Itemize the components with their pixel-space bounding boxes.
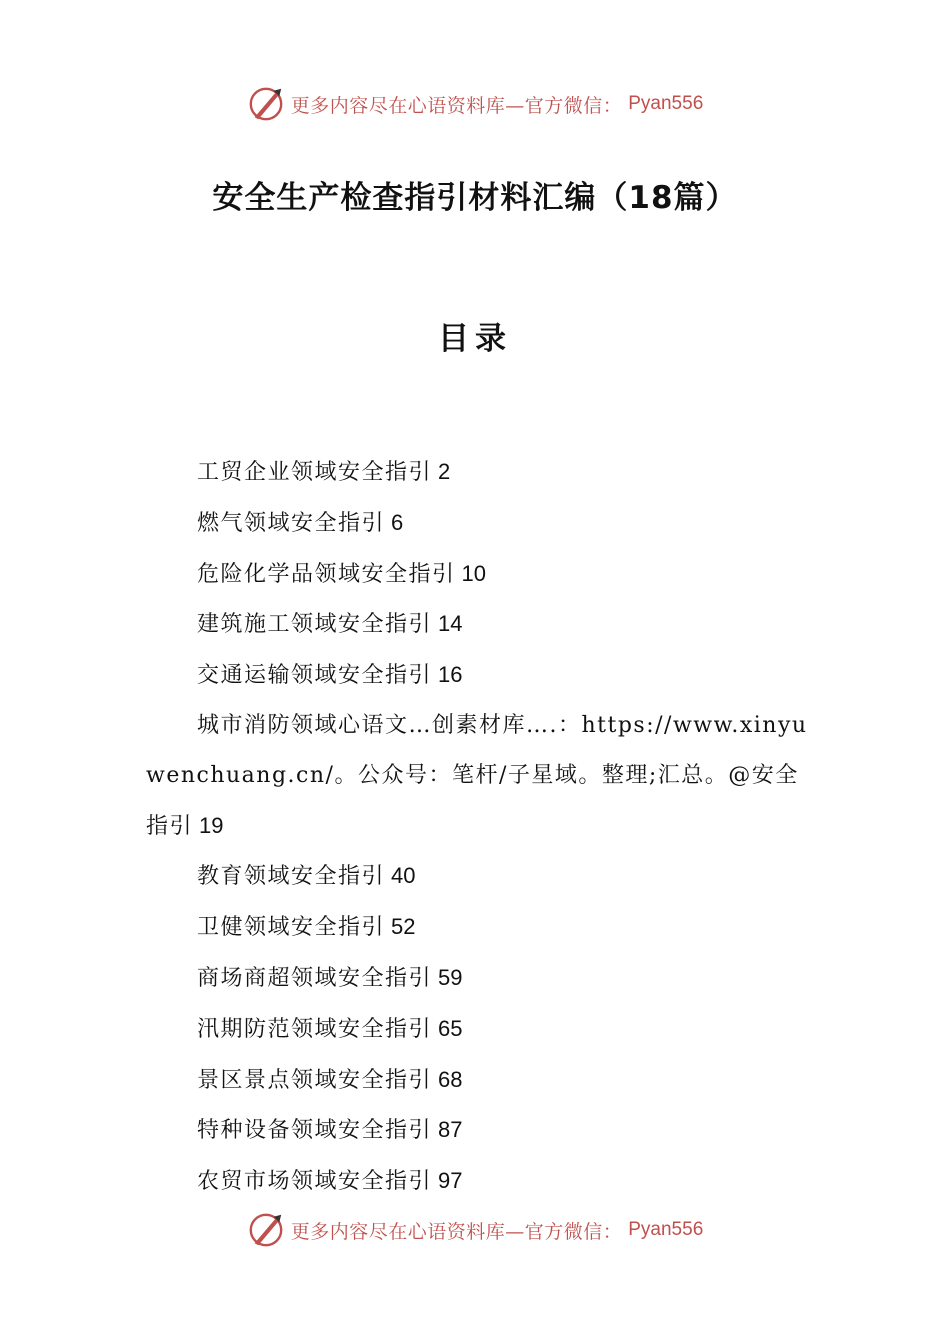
toc-entry[interactable]	[146, 599, 810, 650]
toc-entry[interactable]	[146, 701, 810, 851]
toc-entry-label: 商场商超领域安全指引	[197, 965, 433, 991]
banner-wechat-id: Pyan556	[628, 93, 704, 114]
footer-banner	[0, 1210, 950, 1250]
toc-entry-page: 59	[438, 964, 463, 990]
toc-entry-page: 14	[438, 611, 463, 637]
banner-wechat-id: Pyan556	[628, 1219, 704, 1240]
toc-entry-label: 建筑施工领域安全指引	[197, 612, 433, 638]
toc-entry-page: 6	[391, 509, 404, 535]
banner-slogan: 更多内容尽在心语资料库—官方微信：	[290, 94, 623, 117]
toc-entry-label: 工贸企业领域安全指引	[197, 460, 433, 485]
toc-entry-page: 16	[438, 662, 463, 688]
toc-entry-page: 40	[391, 863, 416, 889]
toc-entry[interactable]	[146, 851, 810, 902]
toc-entry-label: 燃气领域安全指引	[197, 510, 386, 536]
toc-entry-label: 城市消防领域心语文…创素材库….：https://www.xinyuwenchuang.cn/。公众号：笔杆/子星域。整理;汇总。@安全指引	[146, 712, 808, 839]
toc-entry[interactable]	[146, 498, 810, 549]
toc-entry-label: 农贸市场领域安全指引	[197, 1169, 433, 1195]
toc-entry-label: 危险化学品领域安全指引	[197, 561, 456, 587]
banner-slogan: 更多内容尽在心语资料库—官方微信：	[290, 1220, 623, 1243]
toc-entry-label: 卫健领域安全指引	[197, 915, 386, 941]
toc-entry-page: 87	[438, 1117, 463, 1143]
toc-entry-page: 2	[438, 459, 451, 484]
toc-entry[interactable]	[146, 549, 810, 600]
toc-entry-page: 10	[461, 560, 486, 586]
toc-entry-page: 68	[438, 1066, 463, 1092]
toc-entry-page: 19	[199, 812, 224, 838]
toc-entry-label: 景区景点领域安全指引	[197, 1067, 433, 1093]
toc-entry[interactable]	[146, 447, 810, 498]
quill-pen-seal-icon	[247, 1211, 285, 1249]
toc-entry[interactable]	[146, 902, 810, 953]
toc-heading: 目录	[438, 321, 512, 357]
toc-entry-label: 教育领域安全指引	[197, 864, 386, 890]
toc-entry-page: 52	[391, 914, 416, 940]
toc-entry[interactable]	[146, 953, 810, 1004]
table-of-contents	[146, 447, 810, 1207]
toc-entry[interactable]	[146, 1004, 810, 1055]
header-banner	[0, 84, 950, 124]
toc-entry[interactable]	[146, 1105, 810, 1156]
toc-entry[interactable]	[146, 1055, 810, 1106]
toc-entry-label: 交通运输领域安全指引	[197, 663, 433, 689]
toc-entry-label: 汛期防范领域安全指引	[197, 1016, 433, 1042]
toc-entry-page: 97	[438, 1168, 463, 1194]
toc-entry-page: 65	[438, 1015, 463, 1041]
toc-entry-label: 特种设备领域安全指引	[197, 1118, 433, 1144]
toc-entry[interactable]	[146, 650, 810, 701]
document-title: 安全生产检查指引材料汇编（18篇）	[212, 180, 738, 216]
toc-entry[interactable]	[146, 1156, 810, 1207]
quill-pen-seal-icon	[247, 85, 285, 123]
